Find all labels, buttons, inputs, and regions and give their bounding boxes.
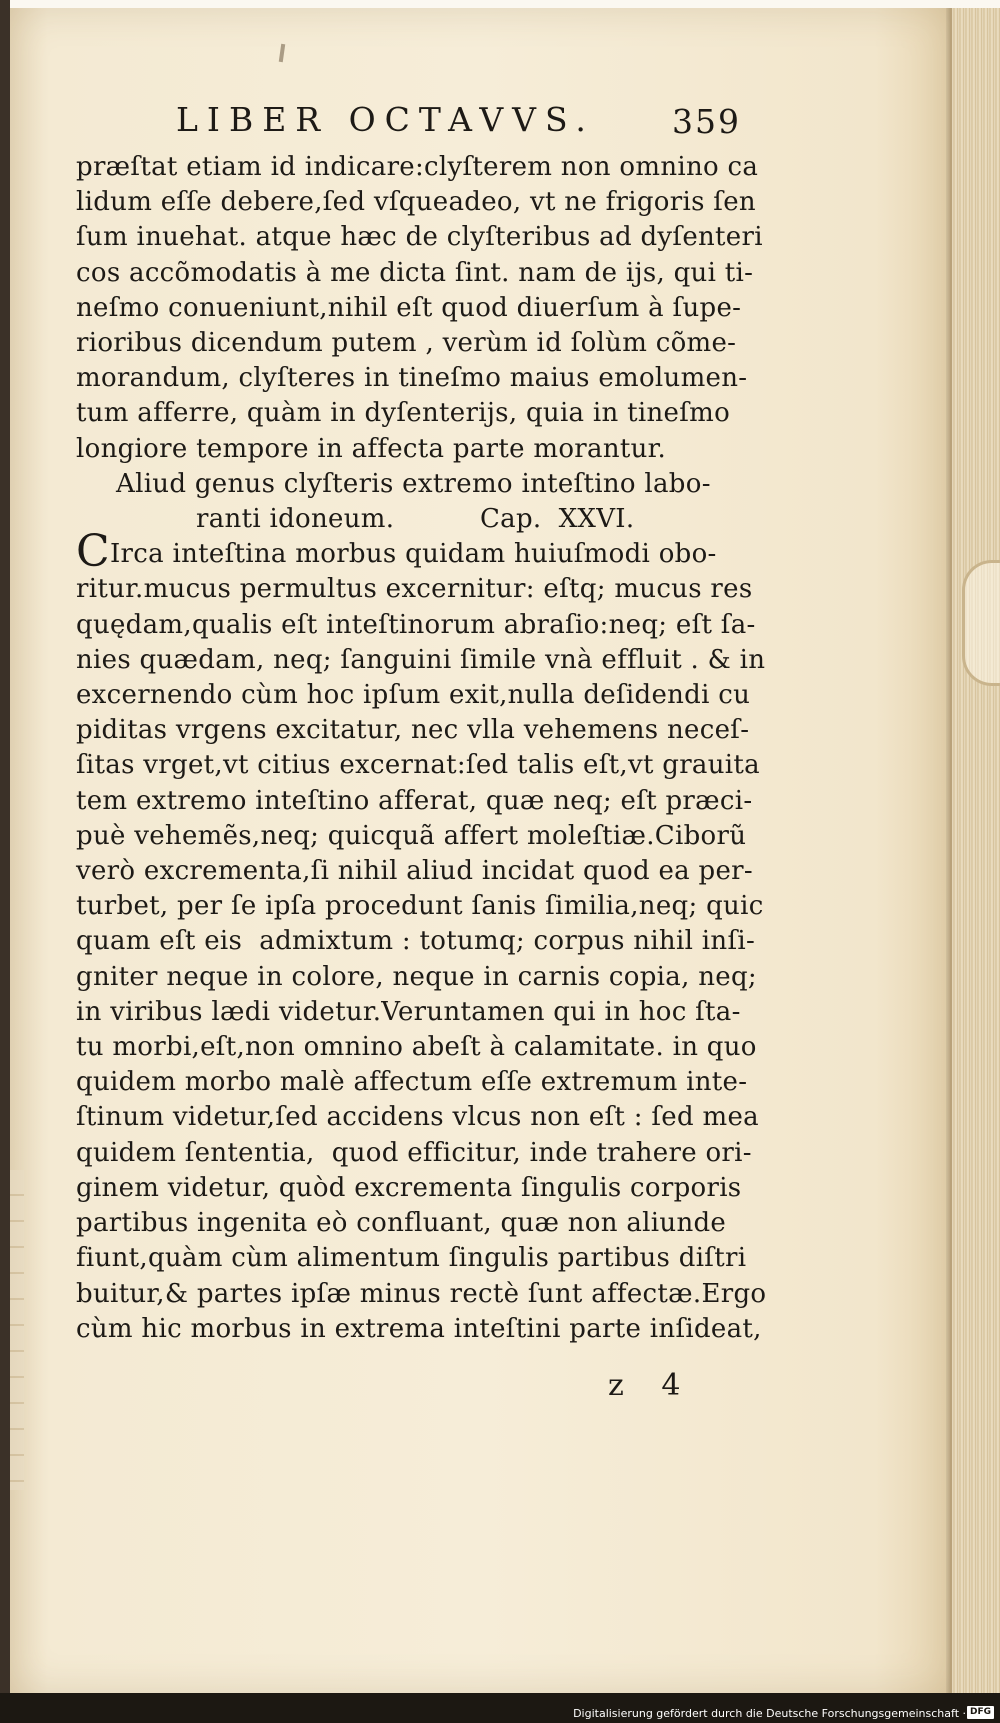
page-number: 359 (672, 102, 741, 141)
book-binding-edge (0, 0, 10, 1700)
text-line: quędam,qualis eſt inteſtinorum abraſio:neq; eſt ſa- (76, 609, 756, 640)
text-line: rioribus dicendum putem , verùm id ſolùm cõme- (76, 328, 737, 359)
text-line: puè vehemẽs,neq; quicquã affert moleſtiæ.Ciborũ (76, 820, 747, 851)
text-line: fiunt,quàm cùm alimentum ſingulis partibus diſtri (76, 1243, 747, 1274)
text-line: longiore tempore in affecta parte morantur. (76, 433, 667, 464)
text-line: turbet, per ſe ipſa procedunt ſanis ſimilia,neq; quic (76, 891, 764, 922)
text-line: ſtinum videtur,ſed accidens vlcus non eſt : ſed mea (76, 1102, 759, 1133)
text-line: gniter neque in colore, neque in carnis copia, neq; (76, 961, 757, 992)
chapter-heading-line-2: ranti idoneum. Cap. XXVI. (196, 504, 635, 535)
book-page (10, 8, 950, 1693)
ink-mark (279, 44, 285, 62)
funding-credit: Digitalisierung gefördert durch die Deutsche Forschungsgemeinschaft · (573, 1707, 966, 1720)
text-line: tu morbi,eſt,non omnino abeſt à calamitate. in quo (76, 1032, 757, 1063)
text-line: morandum, clyſteres in tineſmo maius emolumen- (76, 363, 748, 394)
text-line: tum afferre, quàm in dyſenterijs, quia in tineſmo (76, 398, 731, 429)
text-block (76, 150, 776, 1347)
text-line: neſmo conueniunt,nihil eſt quod diuerſum à ſupe- (76, 292, 742, 323)
scan-ruler (10, 1170, 24, 1490)
text-line: quidem ſententia, quod efficitur, inde trahere ori- (76, 1137, 752, 1168)
text-line: partibus ingenita eò confluant, quæ non aliunde (76, 1208, 727, 1239)
footer-bar (0, 1693, 1000, 1723)
text-line: quidem morbo malè affectum eſſe extremum inte- (76, 1067, 748, 1098)
text-line: præſtat etiam id indicare:clyſterem non omnino ca (76, 152, 759, 182)
catchword-signature: z 4 (608, 1368, 695, 1403)
chapter-first-line (76, 526, 776, 578)
text-line: tem extremo inteſtino afferat, quæ neq; eſt præci- (76, 785, 753, 816)
dfg-logo: DFG (967, 1706, 994, 1719)
text-line: lidum eſſe debere,ſed vſqueadeo, vt ne frigoris ſen (76, 187, 756, 218)
text-line: cùm hic morbus in extrema inteſtini parte inſideat, (76, 1313, 762, 1344)
text-line: ſum inuehat. atque hæc de clyſteribus ad dyſenteri (76, 222, 763, 253)
page-stack-edge (950, 8, 1000, 1693)
drop-capital: C (76, 526, 110, 578)
chapter-heading-line-1: Aliud genus clyſteris extremo inteſtino labo- (116, 468, 711, 499)
first-line-text: Irca inteſtina morbus quidam huiuſmodi obo- (109, 539, 717, 570)
text-line: ritur.mucus permultus excernitur: eſtq; mucus res (76, 574, 753, 605)
text-line: verò excrementa,ſi nihil aliud incidat quod ea per- (76, 856, 753, 887)
text-line: nies quædam, neq; ſanguini ſimile vnà effluit . & in (76, 644, 766, 675)
text-line: excernendo cùm hoc ipſum exit,nulla deſidendi cu (76, 680, 751, 711)
page-clip (962, 560, 1000, 686)
text-line: in viribus lædi videtur.Veruntamen qui in hoc ſta- (76, 996, 741, 1027)
text-line: buitur,& partes ipſæ minus rectè ſunt affectæ.Ergo (76, 1278, 767, 1309)
text-line: cos accõmodatis à me dicta ſint. nam de ijs, qui ti- (76, 257, 754, 288)
running-title: LIBER OCTAVVS. (176, 100, 595, 139)
text-line: ginem videtur, quòd excrementa ſingulis corporis (76, 1172, 742, 1203)
text-line: ſitas vrget,vt citius excernat:ſed talis eſt,vt grauita (76, 750, 760, 781)
text-line: piditas vrgens excitatur, nec vlla vehemens neceſ- (76, 715, 750, 746)
text-line: quam eſt eis admixtum : totumq; corpus nihil inſi- (76, 926, 756, 957)
